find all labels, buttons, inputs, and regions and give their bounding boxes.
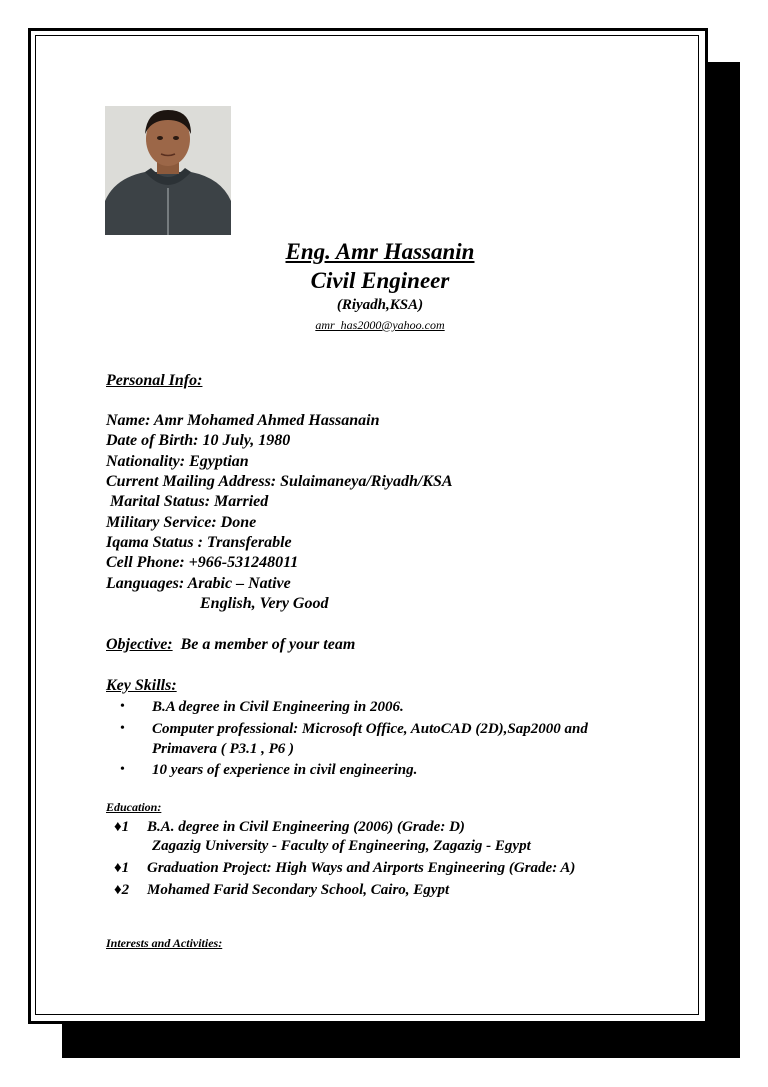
personal-info-languages-2: English, Very Good [200,595,329,612]
education-heading: Education: [106,800,162,814]
candidate-email-link[interactable]: amr_has2000@yahoo.com [315,318,445,332]
candidate-title: Civil Engineer [310,268,450,293]
diamond-bullet-icon: ♦2 [114,882,130,898]
objective-text: Be a member of your team [180,636,356,653]
education-degree: B.A. degree in Civil Engineering (2006) (Grade: D) [147,819,465,835]
personal-info-iqama: Iqama Status : Transferable [106,534,292,551]
key-skill-item: B.A degree in Civil Engineering in 2006. [152,699,404,715]
personal-info-nationality: Nationality: Egyptian [106,453,249,470]
personal-info-phone: Cell Phone: +966-531248011 [106,554,299,571]
personal-info-heading: Personal Info: [106,372,203,389]
objective-row [106,636,355,654]
key-skill-item-continued: Primavera ( P3.1 , P6 ) [152,741,295,757]
candidate-name: Eng. Amr Hassanin [285,239,475,264]
bullet-icon: • [120,699,125,714]
education-university: Zagazig University - Faculty of Engineering, Zagazig - Egypt [152,838,531,854]
key-skill-item: 10 years of experience in civil engineering. [152,762,418,778]
bullet-icon: • [120,762,125,777]
education-school: Mohamed Farid Secondary School, Cairo, Egypt [147,882,450,898]
key-skills-heading: Key Skills: [106,677,177,694]
personal-info-languages: Languages: Arabic – Native [106,575,291,592]
profile-photo [105,106,231,235]
personal-info-dob: Date of Birth: 10 July, 1980 [106,432,291,449]
personal-info-marital: Marital Status: Married [106,493,269,510]
bullet-icon: • [120,721,125,736]
education-project: Graduation Project: High Ways and Airports Engineering (Grade: A) [147,860,576,876]
personal-info-name: Name: Amr Mohamed Ahmed Hassanain [106,412,380,429]
diamond-bullet-icon: ♦1 [114,819,130,835]
interests-heading: Interests and Activities: [106,936,223,950]
objective-label: Objective: [106,636,173,653]
diamond-bullet-icon: ♦1 [114,860,130,876]
personal-info-address: Current Mailing Address: Sulaimaneya/Riyadh/KSA [106,473,453,490]
key-skill-item: Computer professional: Microsoft Office, AutoCAD (2D),Sap2000 and [152,721,588,737]
personal-info-military: Military Service: Done [106,514,257,531]
candidate-location: (Riyadh,KSA) [336,297,424,313]
